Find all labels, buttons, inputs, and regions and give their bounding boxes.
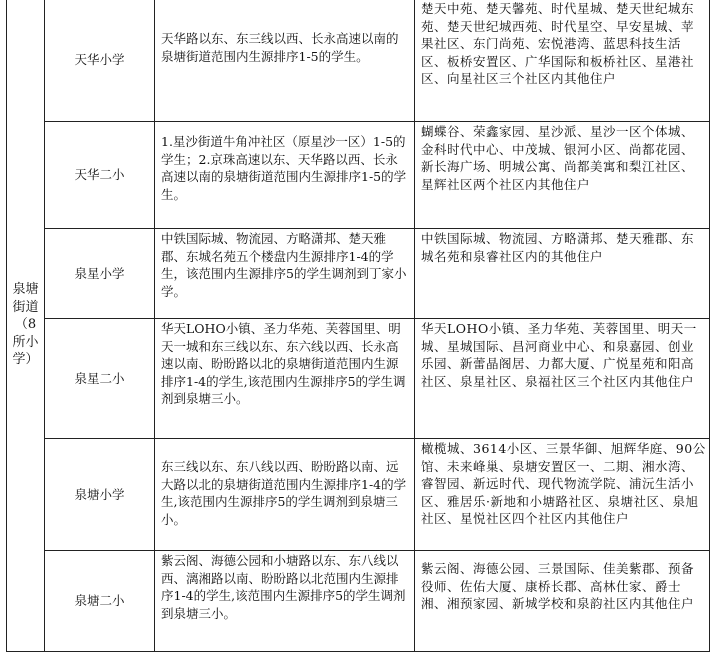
school-name: 天华小学 — [45, 0, 155, 122]
housing-list-text: 中铁国际城、物流园、方略潇邦、楚天雅郡、东城名苑和泉睿社区内的其他住户 — [421, 231, 695, 264]
table-row — [7, 551, 710, 652]
enrollment-scope-text: 中铁国际城、物流园、方略潇邦、楚天雅郡、东城名苑五个楼盘内生源排序1-4的学生，该范围内生源排序5的学生调剂到丁家小学。 — [161, 231, 407, 299]
enrollment-scope-text: 1.星沙街道牛角冲社区（原星沙一区）1-5的学生；2.京珠高速以东、天华路以西、长永高速以南的泉塘街道范围内生源排序1-5的学生。 — [161, 134, 407, 202]
housing-list-text: 楚天中苑、楚天馨苑、时代星城、楚天世纪城东苑、楚天世纪城西苑、时代星空、早安星城、苹果社区、东门尚苑、宏悦港湾、蓝思科技生活区、板桥安置区、广华国际和板桥社区、星港社区、向星社区三个社区内其他住户 — [421, 1, 695, 86]
school-name: 天华二小 — [45, 122, 155, 229]
enrollment-scope — [155, 122, 415, 229]
enrollment-scope — [155, 229, 415, 319]
housing-list-text: 华天LOHO小镇、圣力华苑、芙蓉国里、明天一城、星城国际、昌河商业中心、和泉嘉园、创业乐园、新蕾晶阁居、力都大厦、广悦星苑和阳高社区、泉星社区、泉福社区三个社区内其他住户 — [421, 321, 697, 389]
housing-list — [415, 122, 710, 229]
table-row — [7, 229, 710, 319]
table-row — [7, 439, 710, 551]
table-row — [7, 319, 710, 439]
housing-list — [415, 551, 710, 652]
housing-list — [415, 0, 710, 122]
enrollment-scope-text: 紫云阁、海德公园和小塘路以东、东八线以西、漓湘路以南、盼盼路以北范围内生源排序1-4的学生,该范围内生源排序5的学生调剂到泉塘三小。 — [161, 553, 406, 621]
housing-list — [415, 319, 710, 439]
enrollment-zone-table — [6, 0, 710, 652]
housing-list-text: 蝴蝶谷、荣鑫家园、星沙派、星沙一区个体城、金科时代中心、中茂城、银河小区、尚都花园、新长海广场、明城公寓、尚都美寓和梨江社区、星辉社区两个社区内其他住户 — [421, 124, 695, 192]
school-name: 泉塘小学 — [45, 439, 155, 551]
district-label: 泉塘街道（8所小学） — [12, 282, 39, 368]
district-cell — [7, 0, 45, 652]
enrollment-scope-text: 天华路以东、东三线以西、长永高速以南的泉塘街道范围内生源排序1-5的学生。 — [161, 31, 399, 64]
housing-list-text: 紫云阁、海德公园、三景国际、佳美紫郡、预备役师、佐佑大厦、康桥长郡、高林仕家、爵士湘、湘预家园、新城学校和泉韵社区内其他住户 — [421, 561, 695, 611]
enrollment-scope-text: 华天LOHO小镇、圣力华苑、芙蓉国里、明天一城和东三线以东、东六线以西、长永高速以南、盼盼路以北的泉塘街道范围内生源排序1-4的学生,该范围内生源排序5的学生调剂到泉塘三小。 — [161, 321, 406, 406]
housing-list-text: 橄榄城、3614小区、三景华御、旭辉华庭、90公馆、未来峰巢、泉塘安置区一、二期、湘水湾、睿智园、新远时代、现代物流学院、浦沅生活小区、雅居乐·新地和小塘路社区、泉塘社区、泉旭社区、星悦社区四个社区内其他住户 — [421, 441, 706, 526]
housing-list — [415, 439, 710, 551]
school-name: 泉星二小 — [45, 319, 155, 439]
table-row — [7, 122, 710, 229]
school-name: 泉塘二小 — [45, 551, 155, 652]
school-name: 泉星小学 — [45, 229, 155, 319]
enrollment-scope — [155, 551, 415, 652]
enrollment-scope — [155, 0, 415, 122]
housing-list — [415, 229, 710, 319]
enrollment-scope — [155, 319, 415, 439]
enrollment-scope-text: 东三线以东、东八线以西、盼盼路以南、远大路以北的泉塘街道范围内生源排序1-4的学生,该范围内生源排序5的学生调剂到泉塘三小。 — [161, 459, 407, 527]
table-row — [7, 0, 710, 122]
enrollment-scope — [155, 439, 415, 551]
